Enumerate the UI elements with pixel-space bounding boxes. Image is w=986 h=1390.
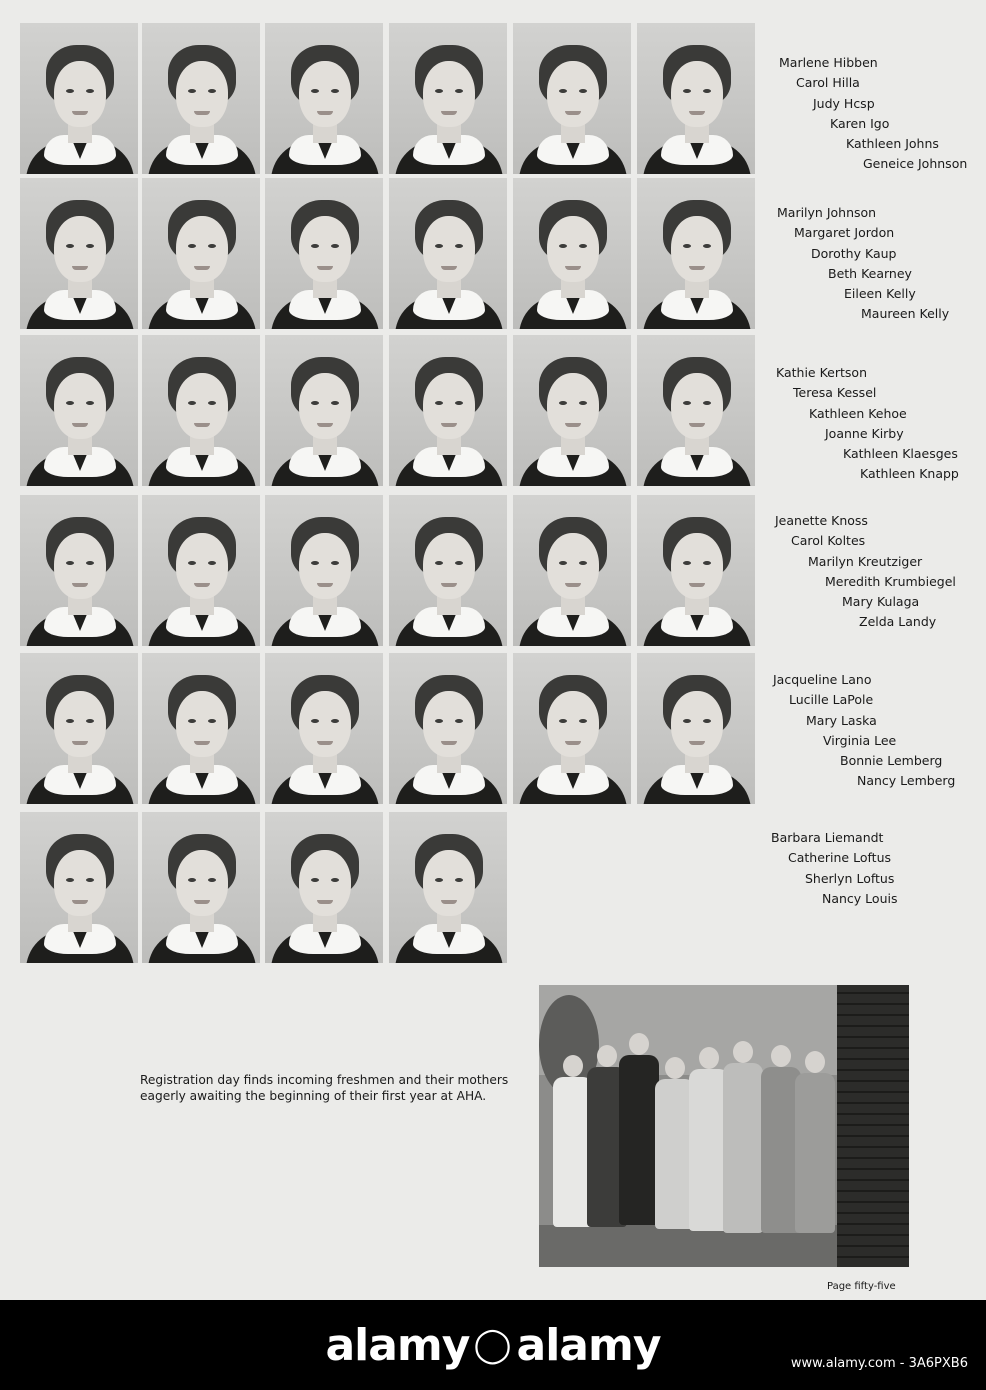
student-portrait: [20, 495, 140, 648]
names-row-5: [773, 670, 955, 792]
student-name: Marilyn Kreutziger: [808, 553, 923, 569]
page-number: Page fifty-five: [827, 1281, 896, 1292]
student-portrait: [20, 812, 140, 965]
student-portrait: [20, 335, 140, 488]
watermark-url: www.alamy.com - 3A6PXB6: [790, 1356, 968, 1371]
student-portrait: [265, 653, 385, 806]
student-name: Joanne Kirby: [825, 425, 904, 441]
student-portrait: [142, 335, 262, 488]
student-name: Sherlyn Loftus: [805, 870, 895, 886]
student-name: Barbara Liemandt: [771, 830, 884, 845]
student-name: Nancy Louis: [822, 890, 898, 906]
student-name: Mary Kulaga: [842, 594, 920, 610]
student-portrait: [265, 335, 385, 488]
student-name: Nancy Lemberg: [857, 773, 956, 789]
student-name: Marilyn Johnson: [777, 205, 877, 220]
names-row-2: [777, 203, 949, 325]
student-portrait: [142, 495, 262, 648]
photo-caption: Registration day finds incoming freshmen and their mothers eagerly awaiting the beginning of their first year at AHA.: [140, 1073, 509, 1103]
student-name: Maureen Kelly: [861, 306, 950, 322]
student-name: Meredith Krumbiegel: [825, 573, 956, 589]
student-portrait: [265, 23, 385, 176]
student-portrait: [389, 653, 509, 806]
student-name: Carol Hilla: [796, 75, 860, 91]
student-portrait: [637, 23, 757, 176]
student-name: Zelda Landy: [859, 614, 937, 630]
student-name: Margaret Jordon: [794, 225, 895, 241]
student-name: Dorothy Kaup: [811, 245, 897, 261]
student-portrait: [142, 812, 262, 965]
student-name: Geneice Johnson: [863, 156, 968, 172]
student-name: Karen Igo: [830, 115, 890, 131]
watermark-brand: alamy: [325, 1319, 470, 1371]
student-portrait: [142, 178, 262, 331]
student-name: Marlene Hibben: [779, 55, 878, 70]
names-row-6: [771, 828, 897, 909]
student-name: Teresa Kessel: [793, 385, 877, 401]
student-portrait: [20, 653, 140, 806]
student-portrait: [389, 335, 509, 488]
student-name: Beth Kearney: [828, 265, 912, 281]
student-portrait: [637, 335, 757, 488]
student-portrait: [389, 495, 509, 648]
student-name: Bonnie Lemberg: [840, 753, 943, 769]
student-name: Jeanette Knoss: [775, 513, 868, 528]
student-name: Kathleen Johns: [846, 136, 939, 152]
names-row-4: [775, 511, 956, 633]
student-portrait: [389, 812, 509, 965]
student-name: Kathleen Kehoe: [809, 405, 907, 421]
registration-day-photo: [539, 985, 909, 1267]
student-portrait: [142, 653, 262, 806]
student-portrait: [265, 178, 385, 331]
student-portrait: [265, 495, 385, 648]
student-portrait: [20, 178, 140, 331]
watermark-brand-repeat: alamy: [516, 1319, 661, 1371]
student-portrait: [513, 335, 633, 488]
student-portrait: [142, 23, 262, 176]
student-portrait: [389, 178, 509, 331]
student-portrait: [637, 653, 757, 806]
a-logo-icon: ◯: [473, 1325, 511, 1365]
student-portrait: [389, 23, 509, 176]
names-row-1: [779, 53, 967, 175]
student-portrait: [265, 812, 385, 965]
student-name: Kathie Kertson: [776, 365, 867, 380]
student-portrait: [637, 178, 757, 331]
student-portrait: [513, 495, 633, 648]
student-name: Catherine Loftus: [788, 850, 892, 866]
student-portrait: [637, 495, 757, 648]
student-name: Jacqueline Lano: [773, 672, 872, 687]
watermark-banner: [0, 1300, 986, 1390]
names-row-3: [776, 363, 959, 485]
student-portrait: [20, 23, 140, 176]
student-name: Mary Laska: [806, 712, 877, 728]
student-portrait: [513, 653, 633, 806]
student-name: Kathleen Knapp: [860, 466, 959, 482]
student-name: Judy Hcsp: [813, 95, 875, 111]
student-name: Carol Koltes: [791, 533, 866, 549]
student-name: Virginia Lee: [823, 732, 897, 748]
student-name: Kathleen Klaesges: [843, 446, 958, 462]
student-name: Lucille LaPole: [789, 692, 874, 708]
student-portrait: [513, 23, 633, 176]
student-name: Eileen Kelly: [844, 286, 916, 302]
student-portrait: [513, 178, 633, 331]
